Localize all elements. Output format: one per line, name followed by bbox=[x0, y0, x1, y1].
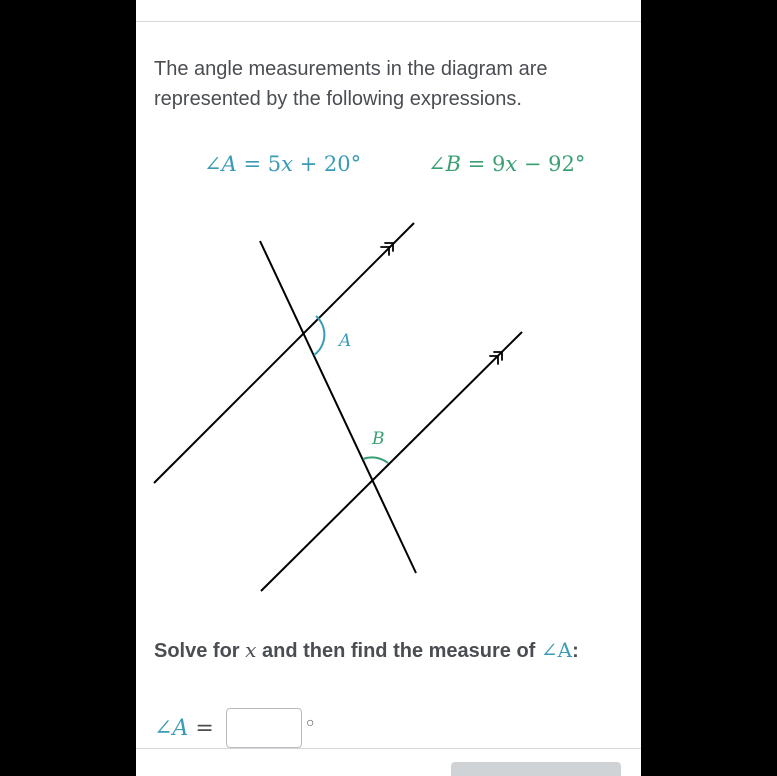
angle-b-var: B bbox=[445, 152, 462, 176]
angle-a-const: + 20° bbox=[292, 152, 362, 176]
angle-symbol: ∠ bbox=[204, 152, 222, 176]
answer-angle-symbol: ∠ bbox=[154, 716, 173, 741]
angle-b-const: − 92° bbox=[517, 152, 586, 176]
prompt-colon: : bbox=[572, 640, 579, 662]
angle-b-expression bbox=[428, 152, 585, 176]
angle-symbol: ∠ bbox=[428, 152, 446, 176]
transversal-line bbox=[260, 241, 416, 573]
angle-b-coef: = 9 bbox=[461, 152, 506, 176]
angle-b-x: x bbox=[505, 152, 518, 176]
parallel-line-lower bbox=[261, 332, 522, 591]
check-answer-button[interactable] bbox=[451, 762, 621, 776]
answer-angle-var: A bbox=[172, 716, 189, 741]
parallel-lines-diagram bbox=[136, 215, 641, 595]
prompt-angle-ref: ∠A bbox=[540, 638, 573, 662]
angle-a-coef: = 5 bbox=[236, 152, 282, 176]
angle-b-label: B bbox=[372, 429, 385, 449]
answer-label bbox=[154, 716, 214, 741]
top-divider bbox=[136, 21, 641, 22]
exercise-panel bbox=[136, 0, 641, 776]
prompt-text-start: Solve for bbox=[154, 640, 246, 662]
angle-b-arc bbox=[363, 457, 388, 463]
degree-symbol: ○ bbox=[306, 714, 315, 730]
angle-a-expression bbox=[204, 152, 361, 176]
prompt-text-mid: and then find the measure of bbox=[256, 640, 541, 662]
bottom-divider bbox=[136, 748, 641, 749]
answer-input[interactable] bbox=[226, 708, 302, 748]
intro-text: The angle measurements in the diagram are represented by the following expressions. bbox=[154, 58, 548, 110]
angle-a-var: A bbox=[221, 152, 237, 176]
answer-equals: = bbox=[188, 716, 214, 741]
angle-a-label: A bbox=[339, 331, 352, 351]
angle-a-x: x bbox=[281, 152, 293, 176]
question-prompt bbox=[154, 638, 634, 663]
prompt-variable: x bbox=[245, 638, 257, 662]
